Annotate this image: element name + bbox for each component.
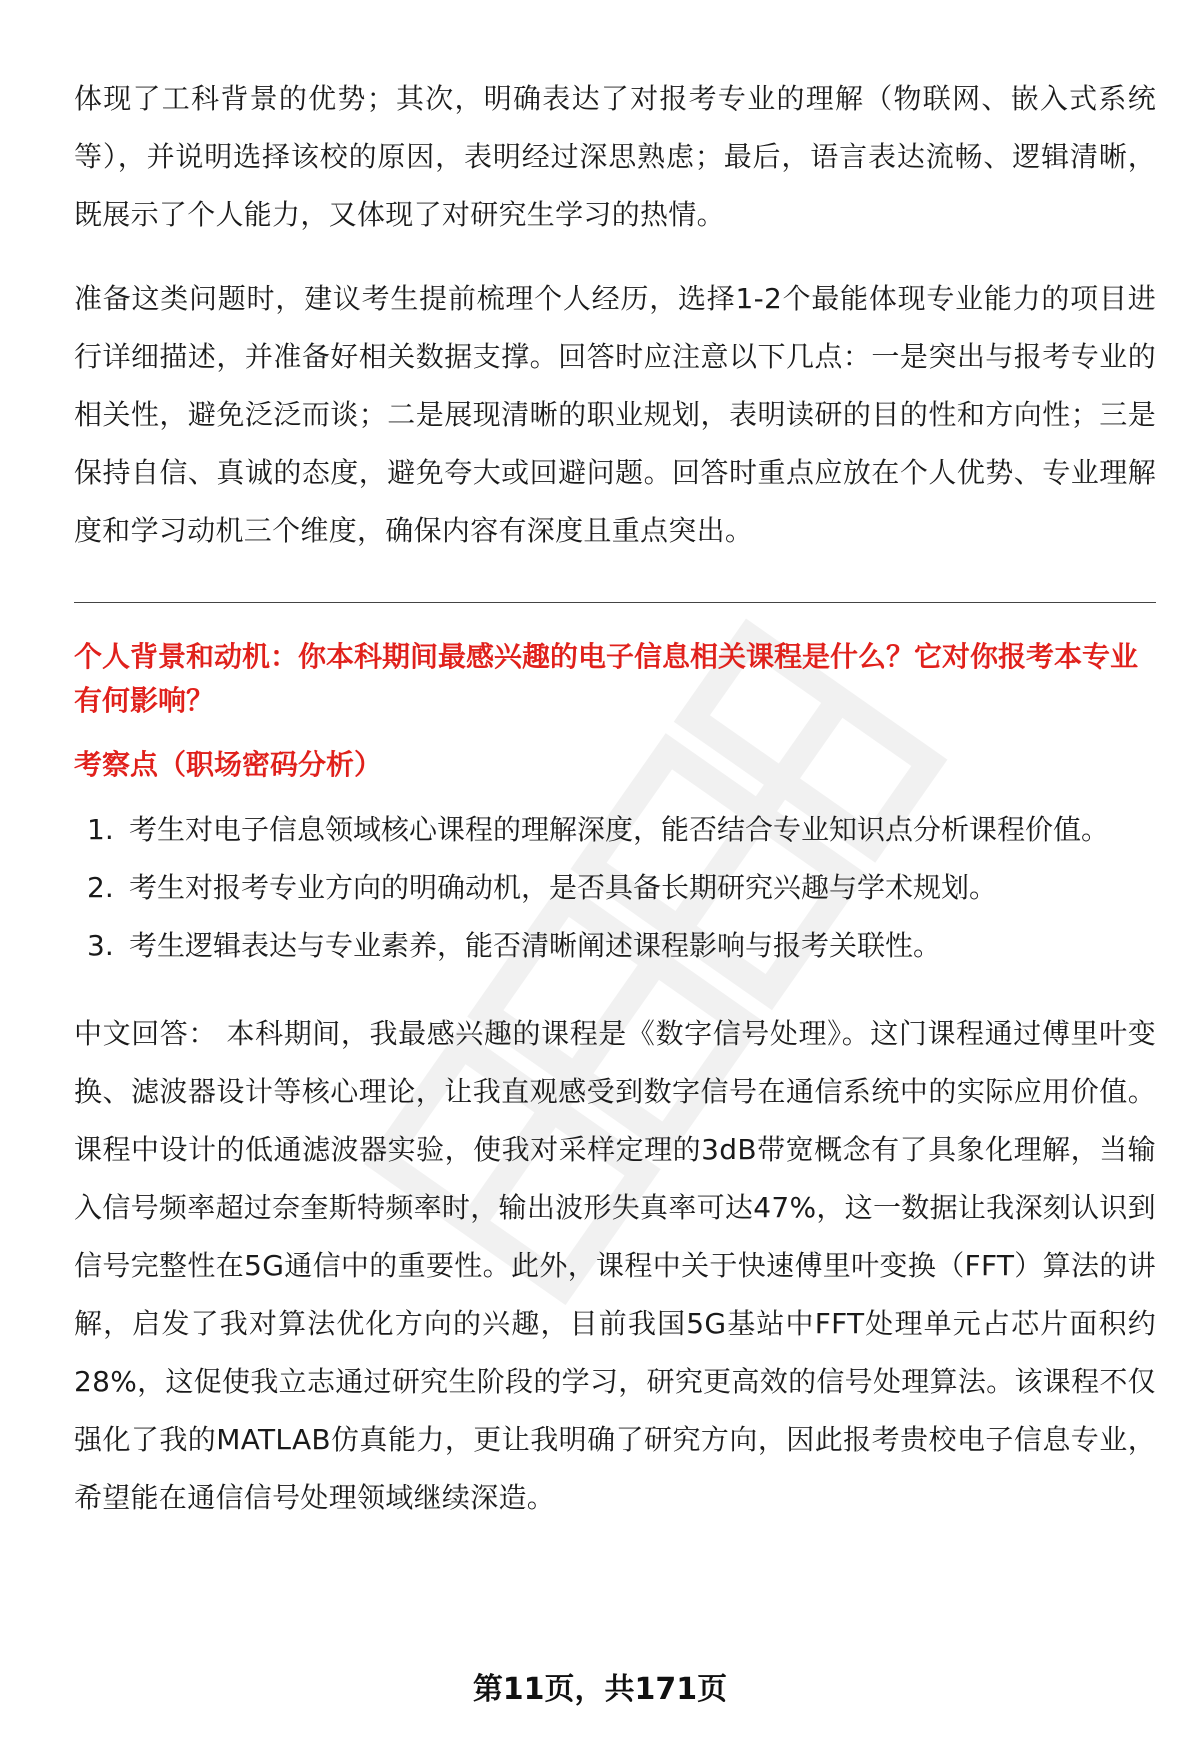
- intro-paragraph-1: 体现了工科背景的优势；其次，明确表达了对报考专业的理解（物联网、嵌入式系统等），并说明选择该校的原因，表明经过深思熟虑；最后，语言表达流畅、逻辑清晰，既展示了个人能力，又体现了对研究生学习的热情。: [74, 82, 1156, 231]
- list-item-number: 3.: [87, 929, 114, 962]
- analysis-subheading: 考察点（职场密码分析）: [74, 748, 383, 781]
- list-item: [74, 859, 1156, 917]
- list-item-number: 1.: [87, 813, 114, 846]
- list-item: [74, 801, 1156, 859]
- page-footer: 第11页，共171页: [472, 1672, 728, 1707]
- list-item-text: 考生对报考专业方向的明确动机，是否具备长期研究兴趣与学术规划。: [129, 871, 998, 904]
- analysis-points-list: [74, 801, 1156, 975]
- list-item-text: 考生对电子信息领域核心课程的理解深度，能否结合专业知识点分析课程价值。: [129, 813, 1110, 846]
- answer-paragraph: 中文回答： 本科期间，我最感兴趣的课程是《数字信号处理》。这门课程通过傅里叶变换、滤波器设计等核心理论，让我直观感受到数字信号在通信系统中的实际应用价值。课程中设计的低通滤波器实验，使我对采样定理的3dB带宽概念有了具象化理解，当输入信号频率超过奈奎斯特频率时，输出波形失真率可达47%，这一数据让我深刻认识到信号完整性在5G通信中的重要性。此外，课程中关于快速傅里叶变换（FFT）算法的讲解，启发了我对算法优化方向的兴趣，目前我国5G基站中FFT处理单元占芯片面积约28%，这促使我立志通过研究生阶段的学习，研究更高效的信号处理算法。该课程不仅强化了我的MATLAB仿真能力，更让我明确了研究方向，因此报考贵校电子信息专业，希望能在通信信号处理领域继续深造。: [74, 1017, 1156, 1514]
- list-item-number: 2.: [87, 871, 114, 904]
- list-item: [74, 917, 1156, 975]
- page-content: [74, 70, 1156, 1527]
- intro-paragraph-2: 准备这类问题时，建议考生提前梳理个人经历，选择1-2个最能体现专业能力的项目进行详细描述，并准备好相关数据支撑。回答时应注意以下几点：一是突出与报考专业的相关性，避免泛泛而谈；二是展现清晰的职业规划，表明读研的目的性和方向性；三是保持自信、真诚的态度，避免夸大或回避问题。回答时重点应放在个人优势、专业理解度和学习动机三个维度，确保内容有深度且重点突出。: [74, 282, 1156, 547]
- list-item-text: 考生逻辑表达与专业素养，能否清晰阐述课程影响与报考关联性。: [129, 929, 942, 962]
- section-divider: [74, 602, 1156, 603]
- question-heading: 个人背景和动机：你本科期间最感兴趣的电子信息相关课程是什么？它对你报考本专业有何影响？: [74, 640, 1139, 717]
